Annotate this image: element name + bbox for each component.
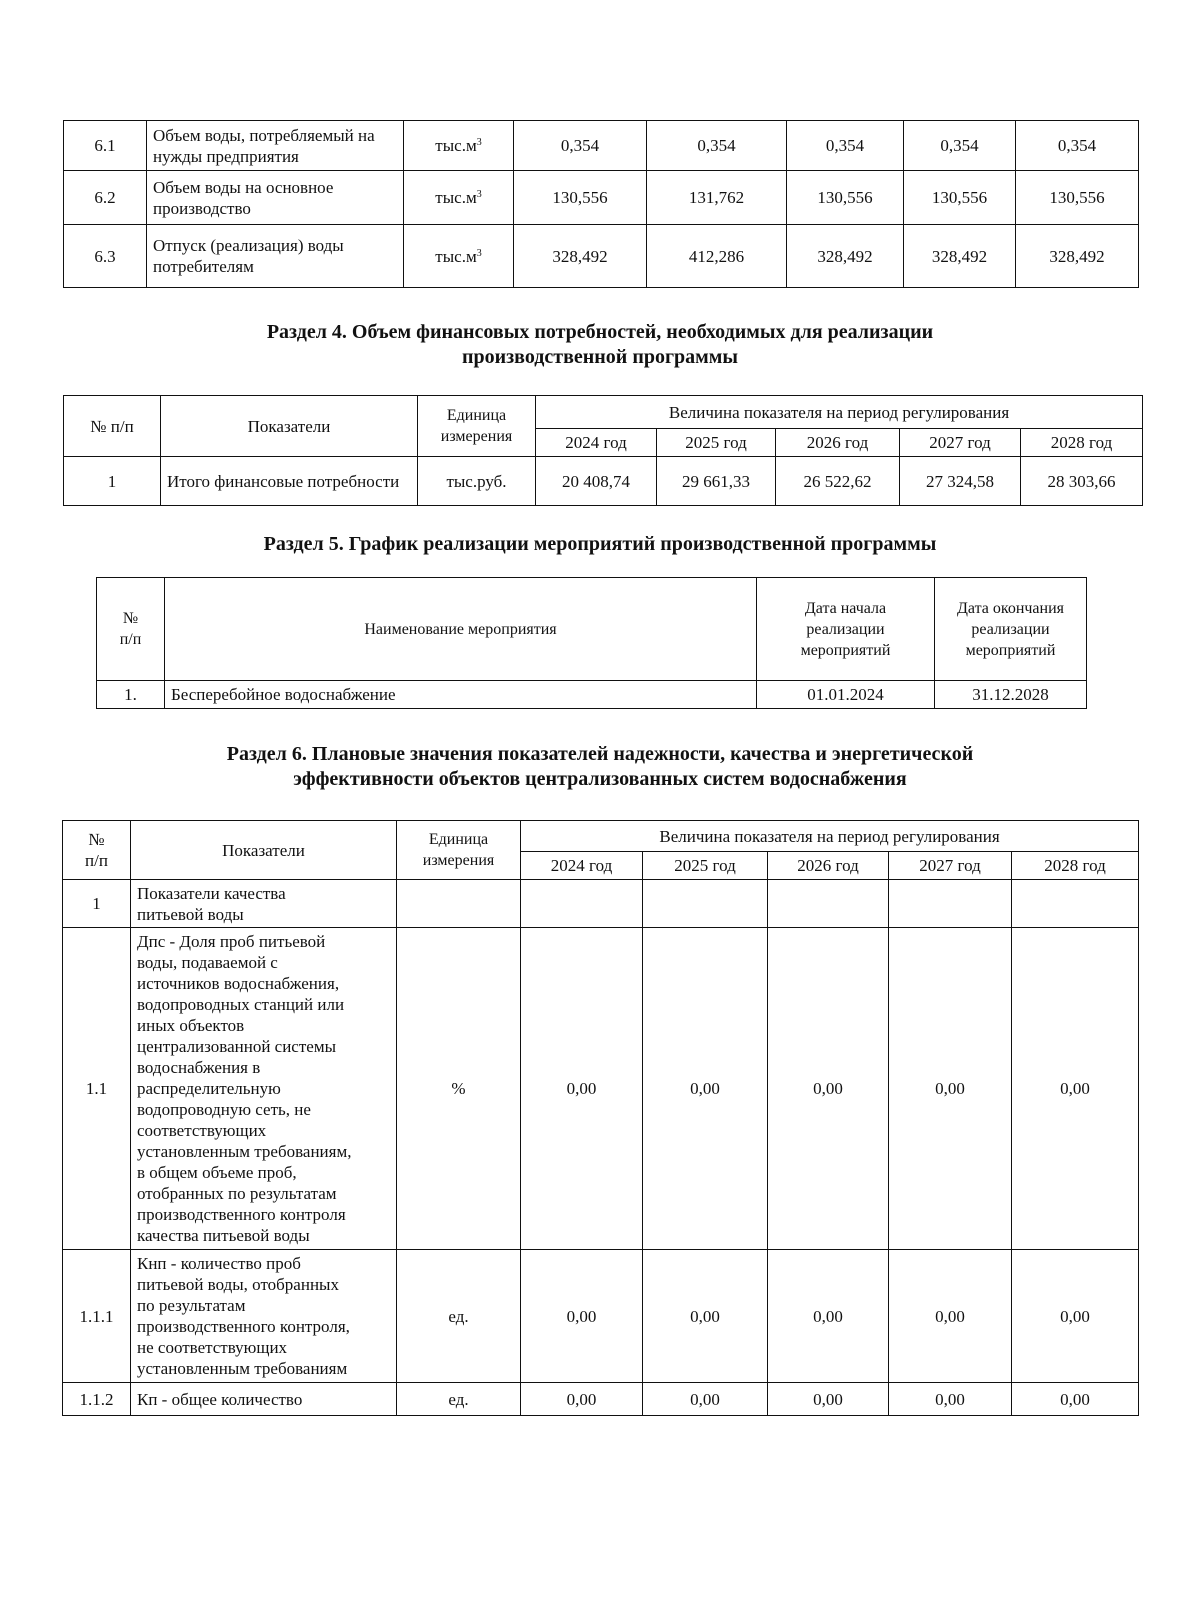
header-num: № п/п xyxy=(63,821,131,880)
financial-needs-table xyxy=(63,395,1143,506)
row-num: 6.1 xyxy=(64,121,147,171)
value-cell: 0,00 xyxy=(643,1250,768,1383)
value-cell: 0,00 xyxy=(521,1383,643,1416)
section-6-title: Раздел 6. Плановые значения показателей надежности, качества и энергетической эффективности объектов централизованных систем водоснабжения xyxy=(226,743,974,790)
unit-cell xyxy=(404,225,514,288)
header-unit: Единица измерения xyxy=(397,821,521,880)
table-row xyxy=(64,457,1143,506)
unit-cell: ед. xyxy=(397,1383,521,1416)
unit-superscript: 3 xyxy=(476,137,482,148)
unit-cell xyxy=(404,171,514,225)
value-cell xyxy=(889,880,1012,928)
indicator-name: Отпуск (реализация) воды потребителям xyxy=(147,225,404,288)
row-num: 6.3 xyxy=(64,225,147,288)
value-cell: 328,492 xyxy=(1016,225,1139,288)
header-end-date: Дата окончания реализации мероприятий xyxy=(935,578,1087,681)
indicator-name: Показатели качества питьевой воды xyxy=(131,880,397,928)
value-cell: 0,354 xyxy=(904,121,1016,171)
value-cell xyxy=(643,880,768,928)
value-cell: 0,00 xyxy=(643,1383,768,1416)
value-cell: 29 661,33 xyxy=(657,457,776,506)
header-num: № п/п xyxy=(64,396,161,457)
indicator-name: Кп - общее количество xyxy=(131,1383,397,1416)
year-header: 2026 год xyxy=(768,852,889,880)
table-row xyxy=(63,880,1139,928)
value-cell: 0,00 xyxy=(1012,1250,1139,1383)
table-row xyxy=(63,1250,1139,1383)
year-header: 2027 год xyxy=(900,429,1021,457)
indicator-name: Объем воды на основное производство xyxy=(147,171,404,225)
activity-name: Бесперебойное водоснабжение xyxy=(165,681,757,709)
header-period: Величина показателя на период регулирования xyxy=(521,821,1139,852)
table-row xyxy=(63,928,1139,1250)
value-cell: 0,354 xyxy=(514,121,647,171)
value-cell: 131,762 xyxy=(647,171,787,225)
row-num: 6.2 xyxy=(64,171,147,225)
section-5-title: Раздел 5. График реализации мероприятий производственной программы xyxy=(263,533,937,555)
unit-cell: тыс.руб. xyxy=(418,457,536,506)
header-period: Величина показателя на период регулирования xyxy=(536,396,1143,429)
header-activity-name: Наименование мероприятия xyxy=(165,578,757,681)
value-cell: 0,00 xyxy=(521,1250,643,1383)
unit-cell: ед. xyxy=(397,1250,521,1383)
value-cell: 20 408,74 xyxy=(536,457,657,506)
value-cell: 328,492 xyxy=(787,225,904,288)
row-num: 1. xyxy=(97,681,165,709)
value-cell: 0,00 xyxy=(521,928,643,1250)
value-cell: 0,00 xyxy=(768,1250,889,1383)
year-header: 2024 год xyxy=(536,429,657,457)
end-date: 31.12.2028 xyxy=(935,681,1087,709)
row-num: 1 xyxy=(64,457,161,506)
unit-superscript: 3 xyxy=(476,189,482,200)
header-unit: Единица измерения xyxy=(418,396,536,457)
table-row xyxy=(63,1383,1139,1416)
row-num: 1.1.1 xyxy=(63,1250,131,1383)
row-num: 1.1.2 xyxy=(63,1383,131,1416)
value-cell: 130,556 xyxy=(514,171,647,225)
indicator-name: Дпс - Доля проб питьевой воды, подаваемой с источников водоснабжения, водопроводных станций или иных объектов централизованной системы водоснабжения в распределительную водопроводную сеть, не соответствующих установленным требованиям, в общем объеме проб, отобранных по результатам производственного контроля качества питьевой воды xyxy=(131,928,397,1250)
unit-cell: % xyxy=(397,928,521,1250)
section-4-title: Раздел 4. Объем финансовых потребностей, необходимых для реализации производственной программы xyxy=(266,321,934,368)
year-header: 2025 год xyxy=(657,429,776,457)
unit-cell xyxy=(404,121,514,171)
unit-cell xyxy=(397,880,521,928)
header-start-date: Дата начала реализации мероприятий xyxy=(757,578,935,681)
value-cell: 0,00 xyxy=(643,928,768,1250)
value-cell: 0,00 xyxy=(889,1250,1012,1383)
unit-text: тыс.м xyxy=(435,246,477,266)
table-row xyxy=(64,121,1139,171)
value-cell: 0,00 xyxy=(768,1383,889,1416)
value-cell: 0,00 xyxy=(768,928,889,1250)
value-cell: 26 522,62 xyxy=(776,457,900,506)
start-date: 01.01.2024 xyxy=(757,681,935,709)
unit-superscript: 3 xyxy=(476,247,482,259)
header-indicator: Показатели xyxy=(131,821,397,880)
table-row xyxy=(64,225,1139,288)
value-cell: 0,00 xyxy=(889,928,1012,1250)
value-cell: 0,354 xyxy=(1016,121,1139,171)
unit-text: тыс.м xyxy=(435,188,477,207)
value-cell: 28 303,66 xyxy=(1021,457,1143,506)
year-header: 2025 год xyxy=(643,852,768,880)
header-indicator: Показатели xyxy=(161,396,418,457)
value-cell: 0,354 xyxy=(787,121,904,171)
value-cell: 130,556 xyxy=(787,171,904,225)
schedule-table xyxy=(96,577,1087,709)
year-header: 2028 год xyxy=(1021,429,1143,457)
table-row xyxy=(64,171,1139,225)
value-cell: 0,00 xyxy=(889,1383,1012,1416)
value-cell: 0,00 xyxy=(1012,928,1139,1250)
value-cell xyxy=(521,880,643,928)
value-cell xyxy=(1012,880,1139,928)
header-num: № п/п xyxy=(97,578,165,681)
value-cell: 328,492 xyxy=(904,225,1016,288)
row-num: 1.1 xyxy=(63,928,131,1250)
value-cell: 0,354 xyxy=(647,121,787,171)
value-cell: 130,556 xyxy=(1016,171,1139,225)
year-header: 2027 год xyxy=(889,852,1012,880)
water-volume-table xyxy=(63,120,1139,288)
indicator-name: Кнп - количество проб питьевой воды, отобранных по результатам производственного контроля, не соответствующих установленным требованиям xyxy=(131,1250,397,1383)
reliability-indicators-table xyxy=(62,820,1139,1416)
value-cell: 27 324,58 xyxy=(900,457,1021,506)
year-header: 2024 год xyxy=(521,852,643,880)
value-cell xyxy=(768,880,889,928)
indicator-name: Итого финансовые потребности xyxy=(161,457,418,506)
year-header: 2028 год xyxy=(1012,852,1139,880)
value-cell: 412,286 xyxy=(647,225,787,288)
unit-text: тыс.м xyxy=(435,136,477,155)
indicator-name: Объем воды, потребляемый на нужды предприятия xyxy=(147,121,404,171)
value-cell: 0,00 xyxy=(1012,1383,1139,1416)
year-header: 2026 год xyxy=(776,429,900,457)
value-cell: 328,492 xyxy=(514,225,647,288)
row-num: 1 xyxy=(63,880,131,928)
value-cell: 130,556 xyxy=(904,171,1016,225)
